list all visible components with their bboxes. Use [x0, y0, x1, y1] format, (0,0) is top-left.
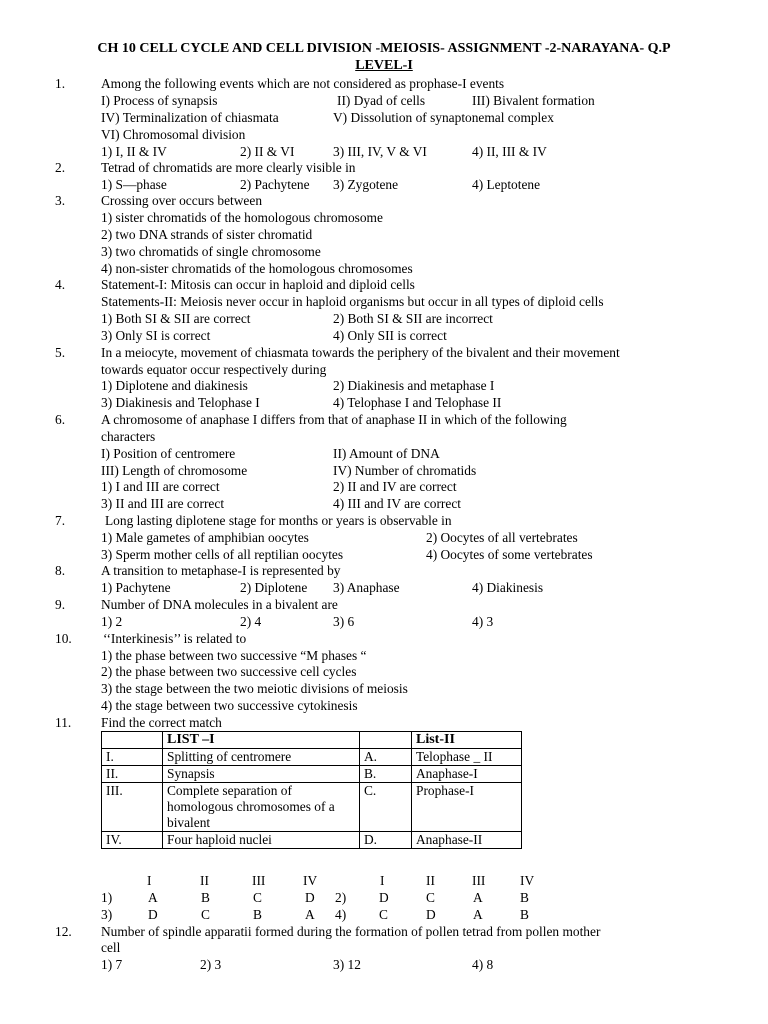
level-heading: LEVEL-I	[355, 58, 413, 73]
answer-column-header: III	[472, 873, 486, 888]
match-table	[101, 731, 522, 849]
option: 1) Both SI & SII are correct	[101, 311, 251, 326]
question-number: 8.	[55, 563, 66, 578]
list-2-letter: B.	[360, 766, 412, 783]
option-value: B	[520, 890, 529, 905]
option: 4) Diakinesis	[472, 580, 544, 595]
option: 3) two chromatids of single chromosome	[101, 244, 321, 259]
question-text: characters	[101, 429, 156, 444]
option: 2) Diplotene	[240, 580, 308, 595]
question-number: 10.	[55, 631, 72, 646]
list-2-item: Anaphase-I	[412, 766, 522, 783]
option: 1) the phase between two successive “M phases “	[101, 648, 367, 663]
option: 2) II and IV are correct	[333, 479, 457, 494]
option-number: 4)	[335, 907, 347, 922]
list-1-numeral: III.	[102, 783, 163, 832]
question-text: towards equator occur respectively during	[101, 362, 327, 377]
question-text: Long lasting diplotene stage for months or years is observable in	[105, 513, 452, 528]
question-text: A chromosome of anaphase I differs from that of anaphase II in which of the following	[101, 412, 567, 427]
table-header-row	[102, 732, 522, 749]
page-title: CH 10 CELL CYCLE AND CELL DIVISION -MEIOSIS- ASSIGNMENT -2-NARAYANA- Q.P	[97, 41, 671, 56]
option-value: B	[253, 907, 262, 922]
question-text: Number of spindle apparatii formed during the formation of pollen tetrad from pollen mother	[101, 924, 601, 939]
statement: I) Position of centromere	[101, 446, 236, 461]
answer-column-header: III	[252, 873, 266, 888]
list-1-header: LIST –I	[163, 732, 360, 749]
option-value: C	[379, 907, 388, 922]
option-value: A	[473, 890, 483, 905]
list-2-header: List-II	[412, 732, 522, 749]
option: 1) Diplotene and diakinesis	[101, 378, 248, 393]
option: 1) S—phase	[101, 177, 167, 192]
option-value: C	[253, 890, 262, 905]
answer-column-header: IV	[303, 873, 318, 888]
question-number: 3.	[55, 193, 66, 208]
statement: III) Length of chromosome	[101, 463, 248, 478]
option: 1) Male gametes of amphibian oocytes	[101, 530, 309, 545]
question-text: Number of DNA molecules in a bivalent are	[101, 597, 338, 612]
question-text: Crossing over occurs between	[101, 193, 263, 208]
statement: III) Bivalent formation	[472, 93, 595, 108]
option: 4) 8	[472, 957, 494, 972]
option: 2) 4	[240, 614, 262, 629]
list-1-item: Complete separation of homologous chromosomes of a bivalent	[163, 783, 360, 832]
answer-column-header: IV	[520, 873, 535, 888]
option: 2) II & VI	[240, 144, 295, 159]
statement: II) Amount of DNA	[333, 446, 440, 461]
option: 1) 2	[101, 614, 123, 629]
question-text: Find the correct match	[101, 715, 222, 730]
question-text: A transition to metaphase-I is represented by	[101, 563, 341, 578]
question-number: 5.	[55, 345, 66, 360]
option: 4) the stage between two successive cytokinesis	[101, 698, 358, 713]
option: 4) non-sister chromatids of the homologous chromosomes	[101, 261, 413, 276]
option: 1) I and III are correct	[101, 479, 220, 494]
option: 2) Diakinesis and metaphase I	[333, 378, 495, 393]
table-row	[102, 749, 522, 766]
option: 3) Anaphase	[333, 580, 400, 595]
list-1-item: Synapsis	[163, 766, 360, 783]
option-value: C	[201, 907, 210, 922]
statement: II) Dyad of cells	[337, 93, 426, 108]
question-number: 7.	[55, 513, 66, 528]
table-row	[102, 783, 522, 832]
list-2-letter: A.	[360, 749, 412, 766]
option: 3) II and III are correct	[101, 496, 225, 511]
option: 2) Oocytes of all vertebrates	[426, 530, 578, 545]
list-2-item: Telophase _ II	[412, 749, 522, 766]
option: 3) 12	[333, 957, 361, 972]
question-text: Statement-I: Mitosis can occur in haploid and diploid cells	[101, 277, 415, 292]
table-cell	[102, 732, 163, 749]
option: 2) the phase between two successive cell cycles	[101, 664, 357, 679]
option: 3) 6	[333, 614, 355, 629]
question-number: 11.	[55, 715, 72, 730]
option-value: A	[148, 890, 158, 905]
option: 4) Oocytes of some vertebrates	[426, 547, 593, 562]
option: 2) Pachytene	[240, 177, 310, 192]
option-value: D	[426, 907, 436, 922]
option-value: A	[473, 907, 483, 922]
option: 3) Zygotene	[333, 177, 399, 192]
option: 4) III and IV are correct	[333, 496, 462, 511]
option-value: B	[201, 890, 210, 905]
question-text: Among the following events which are not considered as prophase-I events	[101, 76, 505, 91]
question-text: In a meiocyte, movement of chiasmata towards the periphery of the bivalent and their movement	[101, 345, 620, 360]
list-1-item: Four haploid nuclei	[163, 832, 360, 849]
option: 1) 7	[101, 957, 123, 972]
statement: V) Dissolution of synaptonemal complex	[333, 110, 554, 125]
list-2-item: Prophase-I	[412, 783, 522, 832]
option-number: 2)	[335, 890, 347, 905]
list-2-letter: C.	[360, 783, 412, 832]
option: 4) Only SII is correct	[333, 328, 447, 343]
question-number: 6.	[55, 412, 66, 427]
option: 3) Sperm mother cells of all reptilian oocytes	[101, 547, 344, 562]
list-1-numeral: II.	[102, 766, 163, 783]
option-value: C	[426, 890, 435, 905]
answer-column-header: II	[426, 873, 435, 888]
option: 1) Pachytene	[101, 580, 171, 595]
option: 3) Diakinesis and Telophase I	[101, 395, 260, 410]
question-text: Tetrad of chromatids are more clearly visible in	[101, 160, 356, 175]
list-1-item: Splitting of centromere	[163, 749, 360, 766]
table-row	[102, 832, 522, 849]
option-value: D	[305, 890, 315, 905]
question-number: 4.	[55, 277, 66, 292]
option: 1) sister chromatids of the homologous chromosome	[101, 210, 383, 225]
question-text: Statements-II: Meiosis never occur in haploid organisms but occur in all types of diploid cells	[101, 294, 604, 309]
table-cell	[360, 732, 412, 749]
option: 3) III, IV, V & VI	[333, 144, 427, 159]
list-2-letter: D.	[360, 832, 412, 849]
option: 4) Telophase I and Telophase II	[333, 395, 502, 410]
statement: IV) Terminalization of chiasmata	[101, 110, 279, 125]
option-number: 1)	[101, 890, 113, 905]
question-number: 2.	[55, 160, 66, 175]
list-1-numeral: I.	[102, 749, 163, 766]
question-text: ‘‘Interkinesis’’ is related to	[103, 631, 247, 646]
option: 1) I, II & IV	[101, 144, 167, 159]
option-value: D	[379, 890, 389, 905]
option: 2) Both SI & SII are incorrect	[333, 311, 493, 326]
question-number: 1.	[55, 76, 66, 91]
statement: I) Process of synapsis	[101, 93, 218, 108]
question-number: 9.	[55, 597, 66, 612]
statement: IV) Number of chromatids	[333, 463, 477, 478]
option: 4) 3	[472, 614, 494, 629]
question-text: cell	[101, 940, 121, 955]
option: 2) 3	[200, 957, 222, 972]
option: 3) the stage between the two meiotic divisions of meiosis	[101, 681, 408, 696]
option-value: A	[305, 907, 315, 922]
option: 2) two DNA strands of sister chromatid	[101, 227, 313, 242]
table-row	[102, 766, 522, 783]
list-2-item: Anaphase-II	[412, 832, 522, 849]
option: 3) Only SI is correct	[101, 328, 211, 343]
statement: VI) Chromosomal division	[101, 127, 246, 142]
answer-column-header: I	[147, 873, 152, 888]
answer-column-header: I	[380, 873, 385, 888]
option-number: 3)	[101, 907, 113, 922]
option-value: B	[520, 907, 529, 922]
option: 4) II, III & IV	[472, 144, 547, 159]
answer-column-header: II	[200, 873, 209, 888]
list-1-numeral: IV.	[102, 832, 163, 849]
option-value: D	[148, 907, 158, 922]
option: 4) Leptotene	[472, 177, 541, 192]
question-number: 12.	[55, 924, 72, 939]
